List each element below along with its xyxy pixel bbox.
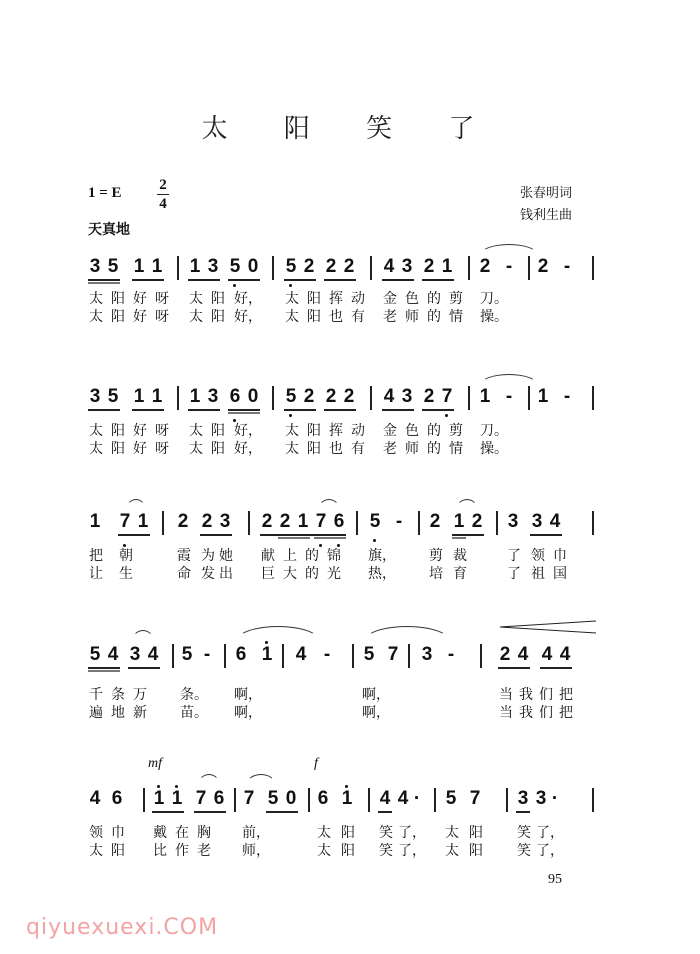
note: 1 [152, 788, 166, 810]
note: 5 [228, 256, 242, 278]
beam [88, 667, 120, 669]
note: 2 [471, 511, 483, 532]
note: 0 [247, 386, 259, 407]
slur [364, 626, 450, 641]
barline [248, 511, 250, 535]
barline [162, 511, 164, 535]
barline [308, 788, 310, 812]
composer: 钱利生曲 [520, 208, 573, 223]
beam [516, 811, 530, 813]
tempo-marking: 天真地 [88, 222, 130, 238]
note: 1 [133, 386, 145, 407]
beam [88, 409, 120, 411]
slur [126, 499, 146, 510]
beam [540, 667, 572, 669]
note: 5 [445, 788, 457, 809]
barline [480, 644, 482, 668]
note: 1 [453, 511, 465, 532]
beam [266, 811, 298, 813]
slur [198, 774, 220, 785]
staff-row-5 [88, 756, 598, 859]
dash: - [505, 256, 513, 277]
note: 5 [181, 644, 193, 665]
beam [452, 534, 484, 536]
note: 7 [314, 511, 328, 533]
note: 1 [170, 788, 184, 810]
lyrics-verse-1: 太 阳 好 呀 太 阳 好， 太 阳 挥 动 金 色 的 剪 刀。 [89, 291, 508, 307]
note: 7 [440, 386, 454, 408]
note: 4 [147, 644, 159, 665]
beam [378, 811, 392, 813]
note: 2 [177, 511, 189, 532]
note: 1 [260, 644, 274, 666]
barline [272, 386, 274, 410]
note: 5 [267, 788, 279, 809]
beam [382, 409, 414, 411]
note: 2 [429, 511, 441, 532]
note: 0 [247, 256, 259, 277]
lyrics-verse-2: 太 阳 好 呀 太 阳 好， 太 阳 也 有 老 师 的 情 操。 [89, 441, 508, 457]
barline [356, 511, 358, 535]
note: 0 [285, 788, 297, 809]
lyrics-verse-1: 领 巾 戴 在 胸 前， 太 阳 笑 了， 太 阳 笑 了， [89, 825, 564, 841]
dash: - [447, 644, 455, 665]
notes-line [88, 505, 598, 539]
beam [278, 537, 310, 539]
beam [530, 534, 562, 536]
barline [592, 788, 594, 812]
notes-line [88, 250, 598, 284]
augmentation-dot: · [413, 788, 421, 809]
barline [468, 256, 470, 280]
note: 3 [219, 511, 231, 532]
slur [246, 774, 276, 785]
barline [434, 788, 436, 812]
slur [236, 626, 320, 641]
staff-row-4 [88, 638, 598, 720]
notes-line [88, 380, 598, 414]
note: 2 [303, 386, 315, 407]
note: 1 [441, 256, 453, 277]
note: 3 [401, 386, 413, 407]
staff-row-3 [88, 505, 598, 581]
song-title: 太 阳 笑 了 [201, 114, 499, 144]
note: 2 [343, 386, 355, 407]
beam [228, 409, 260, 411]
note: 7 [387, 644, 399, 665]
dynamic-f: f [314, 756, 318, 771]
note: 4 [559, 644, 571, 665]
beam [422, 279, 454, 281]
note: 1 [133, 256, 145, 277]
note: 1 [297, 511, 309, 532]
barline [368, 788, 370, 812]
dash: - [505, 386, 513, 407]
barline [143, 788, 145, 812]
note: 7 [195, 788, 207, 809]
note: 7 [243, 788, 255, 809]
note: 4 [295, 644, 307, 665]
staff-row-1 [88, 250, 598, 324]
note: 2 [423, 256, 435, 277]
barline [408, 644, 410, 668]
note: 5 [107, 386, 119, 407]
note: 3 [89, 256, 101, 277]
dash: - [563, 386, 571, 407]
barline [468, 386, 470, 410]
barline [177, 256, 179, 280]
beam [260, 534, 346, 536]
lyrics-verse-2: 太 阳 好 呀 太 阳 好， 太 阳 也 有 老 师 的 情 操。 [89, 309, 508, 325]
note: 1 [189, 256, 201, 277]
barline [234, 788, 236, 812]
note: 5 [284, 386, 298, 408]
note: 4 [549, 511, 561, 532]
barline [528, 386, 530, 410]
note: 7 [469, 788, 481, 809]
note: 6 [111, 788, 123, 809]
note: 4 [541, 644, 553, 665]
note: 3 [531, 511, 543, 532]
slur [456, 499, 478, 510]
note: 4 [383, 256, 395, 277]
lyricist: 张春明词 [520, 186, 573, 201]
note: 2 [303, 256, 315, 277]
note: 4 [383, 386, 395, 407]
note: 1 [151, 256, 163, 277]
note: 2 [325, 386, 337, 407]
dash: - [395, 511, 403, 532]
beam [88, 670, 120, 672]
watermark: qiyuexuexi.COM [26, 915, 219, 940]
dash: - [323, 644, 331, 665]
barline [282, 644, 284, 668]
beam [314, 537, 346, 539]
beam [188, 279, 220, 281]
beam [132, 279, 164, 281]
note: 3 [517, 788, 529, 809]
augmentation-dot: · [551, 788, 559, 809]
dynamic-mf: mf [148, 756, 162, 771]
slur [132, 630, 154, 641]
barline [496, 511, 498, 535]
beam [422, 409, 454, 411]
barline [172, 644, 174, 668]
lyrics-verse-2: 让 生 命 发 出 巨 大 的 光 热， 培 育 了 祖 国 [89, 566, 567, 582]
note: 1 [189, 386, 201, 407]
page-number: 95 [548, 872, 562, 887]
barline [418, 511, 420, 535]
note: 2 [325, 256, 337, 277]
note: 3 [207, 256, 219, 277]
note: 6 [213, 788, 225, 809]
note: 3 [129, 644, 141, 665]
barline [370, 256, 372, 280]
note: 5 [368, 511, 382, 533]
note: 6 [235, 644, 247, 665]
note: 2 [201, 511, 213, 532]
beam [324, 279, 356, 281]
barline [272, 256, 274, 280]
beam [152, 811, 184, 813]
beam [88, 279, 120, 281]
beam [188, 409, 220, 411]
dash: - [563, 256, 571, 277]
barline [528, 256, 530, 280]
note: 1 [137, 511, 149, 532]
beam [194, 811, 226, 813]
note: 1 [151, 386, 163, 407]
note: 3 [401, 256, 413, 277]
barline [352, 644, 354, 668]
note: 5 [363, 644, 375, 665]
beam [228, 412, 260, 414]
note: 2 [343, 256, 355, 277]
notes-line [88, 638, 598, 672]
note: 6 [317, 788, 329, 809]
beam [132, 409, 164, 411]
beam [88, 282, 120, 284]
beam [498, 667, 530, 669]
tie [480, 244, 538, 255]
beam [284, 279, 316, 281]
barline [592, 386, 594, 410]
note: 2 [537, 256, 549, 277]
barline [592, 511, 594, 535]
note: 2 [499, 644, 511, 665]
barline [592, 256, 594, 280]
note: 6 [332, 511, 346, 533]
note: 1 [537, 386, 549, 407]
beam [452, 537, 466, 539]
note: 1 [479, 386, 491, 407]
note: 4 [517, 644, 529, 665]
beam [128, 667, 160, 669]
note: 3 [421, 644, 433, 665]
time-signature-top: 2 [159, 177, 167, 193]
note: 4 [397, 788, 409, 809]
note: 3 [507, 511, 519, 532]
note: 3 [89, 386, 101, 407]
note: 7 [118, 511, 132, 533]
lyrics-verse-2: 遍 地 新 苗。 啊， 啊， 当 我 们 把 [89, 705, 573, 721]
note: 2 [479, 256, 491, 277]
key-signature: 1 = E [88, 185, 122, 201]
note: 2 [261, 511, 273, 532]
note: 1 [89, 511, 101, 532]
slur [318, 499, 340, 510]
credits [520, 183, 572, 227]
barline [224, 644, 226, 668]
time-signature [156, 176, 170, 213]
beam [284, 409, 316, 411]
note: 4 [107, 644, 119, 665]
note: 1 [340, 788, 354, 810]
note: 2 [423, 386, 435, 407]
lyrics-verse-1: 千 条 万 条。 啊， 啊， 当 我 们 把 [89, 687, 573, 703]
lyrics-verse-1: 把 朝 霞 为 她 献 上 的 锦 旗， 剪 裁 了 领 巾 [89, 548, 567, 564]
beam [200, 534, 232, 536]
time-signature-bottom: 4 [159, 196, 167, 212]
crescendo-hairpin [498, 620, 598, 634]
note: 6 [228, 386, 242, 408]
beam [382, 279, 414, 281]
note: 5 [107, 256, 119, 277]
barline [177, 386, 179, 410]
beam [228, 279, 260, 281]
beam [324, 409, 356, 411]
note: 4 [89, 788, 101, 809]
note: 2 [279, 511, 291, 532]
lyrics-verse-2: 太 阳 比 作 老 师， 太 阳 笑 了， 太 阳 笑 了， [89, 843, 564, 859]
note: 5 [89, 644, 101, 665]
notes-line [88, 782, 598, 816]
barline [506, 788, 508, 812]
note: 5 [284, 256, 298, 278]
note: 4 [379, 788, 391, 809]
barline [370, 386, 372, 410]
note: 3 [535, 788, 547, 809]
beam [118, 534, 150, 536]
dash: - [203, 644, 211, 665]
lyrics-verse-1: 太 阳 好 呀 太 阳 好， 太 阳 挥 动 金 色 的 剪 刀。 [89, 423, 508, 439]
staff-row-2 [88, 380, 598, 456]
tie [480, 374, 538, 385]
note: 3 [207, 386, 219, 407]
